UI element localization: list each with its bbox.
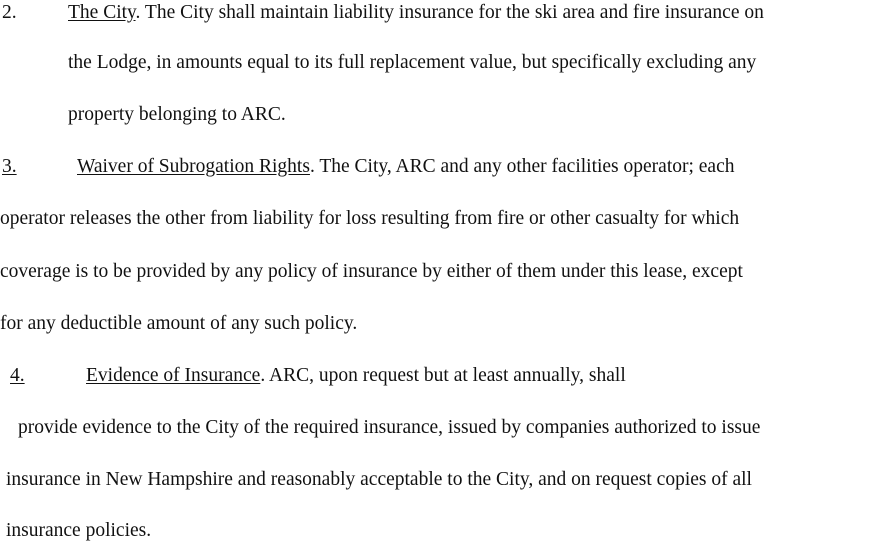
para4-text1: . ARC, upon request but at least annually, shall: [260, 365, 626, 386]
para3-text1: . The City, ARC and any other facilities operator; each: [309, 156, 735, 177]
para4-line4: insurance policies.: [6, 520, 152, 541]
para2-heading: The City: [68, 2, 136, 23]
para4-number: 4.: [10, 365, 25, 386]
para3-number: 3.: [2, 156, 17, 177]
para4-line2: provide evidence to the City of the required insurance, issued by companies authorized to issue: [18, 417, 761, 438]
para2-text1: . The City shall maintain liability insurance for the ski area and fire insurance on: [135, 2, 764, 23]
para3-line4: for any deductible amount of any such policy.: [0, 313, 358, 334]
para4-line1: [86, 364, 626, 388]
para3-line1: [77, 155, 735, 179]
para3-heading: Waiver of Subrogation Rights: [77, 156, 310, 177]
para2-line1: [68, 1, 764, 25]
para3-line2: operator releases the other from liability for loss resulting from fire or other casualty for which: [0, 208, 740, 229]
para4-heading: Evidence of Insurance: [86, 365, 261, 386]
para2-line3: property belonging to ARC.: [68, 104, 286, 125]
para2-number: 2.: [2, 2, 17, 23]
para4-line3: insurance in New Hampshire and reasonably acceptable to the City, and on request copies of all: [6, 469, 752, 490]
para2-line2: the Lodge, in amounts equal to its full replacement value, but specifically excluding any: [68, 52, 757, 73]
para3-line3: coverage is to be provided by any policy of insurance by either of them under this lease, except: [0, 261, 743, 282]
